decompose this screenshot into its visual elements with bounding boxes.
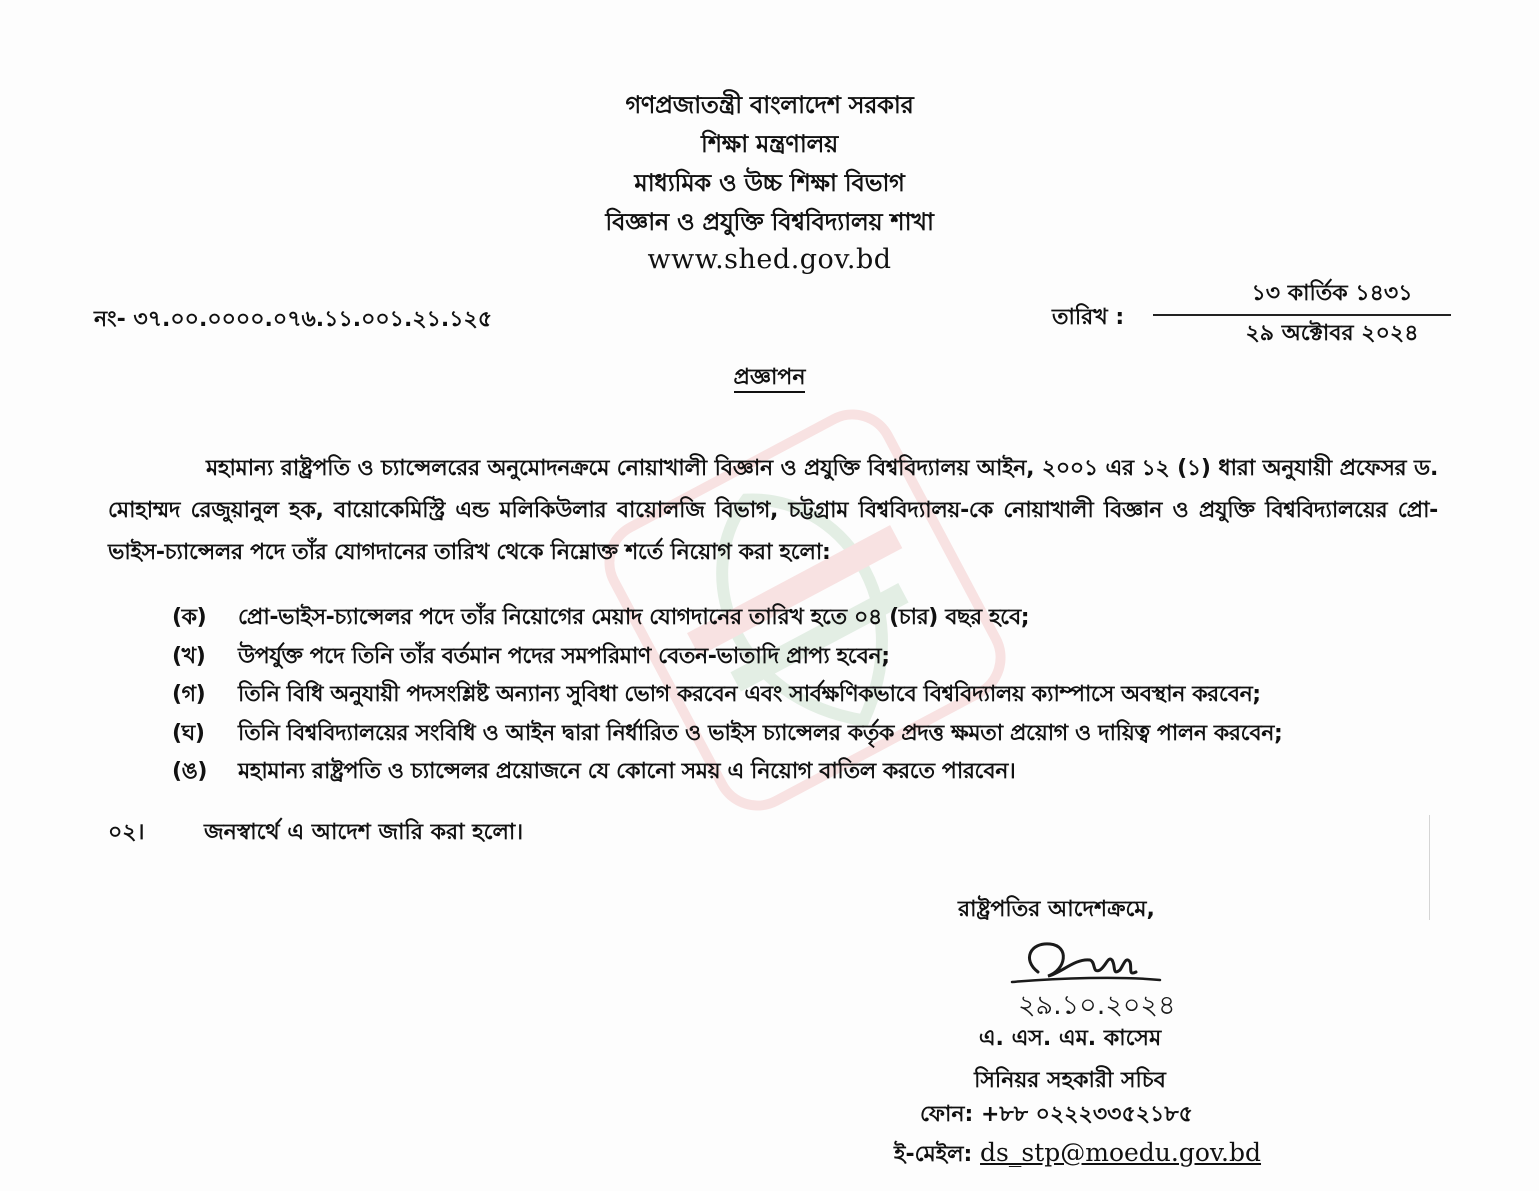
email-row	[880, 1134, 1300, 1174]
signer-designation: সিনিয়র সহকারী সচিব	[974, 1068, 1166, 1093]
date-bangla: ১৩ কার্তিক ১৪৩১	[1251, 281, 1413, 306]
term-text: প্রো-ভাইস-চ্যান্সেলর পদে তাঁর নিয়োগের মেয়াদ যোগদানের তারিখ হতে ০৪ (চার) বছর হবে;	[238, 605, 1030, 630]
term-text: তিনি বিধি অনুযায়ী পদসংশ্লিষ্ট অন্যান্য সুবিধা ভোগ করবেন এবং সার্বক্ষণিকভাবে বিশ্ববিদ্যালয় ক্যাম্পাসে অবস্থান করবেন;	[238, 682, 1261, 707]
phone-row	[880, 1096, 1300, 1134]
title-text: প্রজ্ঞাপন	[734, 365, 806, 393]
term-item	[172, 677, 1432, 716]
website-link[interactable]: www.shed.gov.bd	[647, 244, 892, 275]
term-item	[172, 639, 1432, 678]
term-item	[172, 716, 1432, 755]
term-item	[172, 600, 1432, 639]
term-marker: (ক)	[172, 605, 207, 630]
term-marker: (ঙ)	[172, 759, 208, 784]
branch-name: বিজ্ঞান ও প্রযুক্তি বিশ্ববিদ্যালয় শাখা	[605, 208, 934, 236]
date-english: ২৯ অক্টোবর ২০২৪	[1245, 321, 1419, 346]
ministry-name: শিক্ষা মন্ত্রণালয়	[701, 130, 838, 158]
phone-number: +৮৮ ০২২২৩৩৫২১৮৫	[981, 1102, 1193, 1127]
government-name: গণপ্রজাতন্ত্রী বাংলাদেশ সরকার	[625, 91, 914, 119]
term-text: মহামান্য রাষ্ট্রপতি ও চ্যান্সেলর প্রয়োজনে যে কোনো সময় এ নিয়োগ বাতিল করতে পারবেন।	[238, 759, 1016, 784]
signer-block	[890, 1018, 1250, 1102]
term-text: উপর্যুক্ত পদে তিনি তাঁর বর্তমান পদের সমপরিমাণ বেতন-ভাতাদি প্রাপ্য হবেন;	[238, 643, 890, 669]
term-marker: (গ)	[172, 682, 206, 707]
signature-date: ২৯.১০.২০২৪	[1018, 990, 1176, 1021]
clause-number: ০২।	[108, 820, 145, 845]
signer-name: এ. এস. এম. কাসেম	[978, 1026, 1162, 1051]
scan-artifact-line	[1429, 815, 1430, 920]
phone-label: ফোন:	[920, 1102, 974, 1127]
body-paragraph: মহামান্য রাষ্ট্রপতি ও চ্যান্সেলরের অনুমোদনক্রমে নোয়াখালী বিজ্ঞান ও প্রযুক্তি বিশ্ববিদ্যালয় আইন, ২০০১ এর ১২ (১) ধারা অনুযায়ী প্রফেসর ড. মোহাম্মদ রেজুয়ানুল হক, বায়োকেমিস্ট্রি এন্ড মলিকিউলার বায়োলজি বিভাগ, চট্টগ্রাম বিশ্ববিদ্যালয়-কে নোয়াখালী বিজ্ঞান ও প্রযুক্তি বিশ্ববিদ্যালয়ের প্রো-ভাইস-চ্যান্সেলর পদে তাঁর যোগদানের তারিখ থেকে নিম্নোক্ত শর্তে নিয়োগ করা হলো:	[108, 456, 1438, 565]
letterhead	[0, 86, 1539, 278]
division-name: মাধ্যমিক ও উচ্চ শিক্ষা বিভাগ	[634, 169, 905, 197]
clause-text: জনস্বার্থে এ আদেশ জারি করা হলো।	[204, 820, 524, 845]
email-label: ই-মেইল:	[894, 1142, 973, 1167]
email-link[interactable]: ds_stp@moedu.gov.bd	[980, 1138, 1262, 1167]
signature-image	[1000, 930, 1210, 1025]
term-marker: (খ)	[172, 643, 206, 669]
notification-title	[0, 360, 1539, 397]
terms-list	[172, 600, 1432, 793]
order-by-line: রাষ্ট্রপতির আদেশক্রমে,	[958, 897, 1155, 922]
memo-number: নং- ৩৭.০০.০০০০.০৭৬.১১.০০১.২১.১২৫	[94, 307, 493, 332]
term-text: তিনি বিশ্ববিদ্যালয়ের সংবিধি ও আইন দ্বারা নির্ধারিত ও ভাইস চ্যান্সেলর কর্তৃক প্রদত্ত ক্ষমতা প্রয়োগ ও দায়িত্ব পালন করবেন;	[238, 720, 1283, 746]
term-item	[172, 754, 1432, 793]
date-block	[1153, 276, 1451, 352]
contact-block	[880, 1096, 1300, 1174]
clause-two	[108, 815, 524, 852]
date-label: তারিখ :	[1052, 305, 1125, 330]
term-marker: (ঘ)	[172, 720, 205, 746]
